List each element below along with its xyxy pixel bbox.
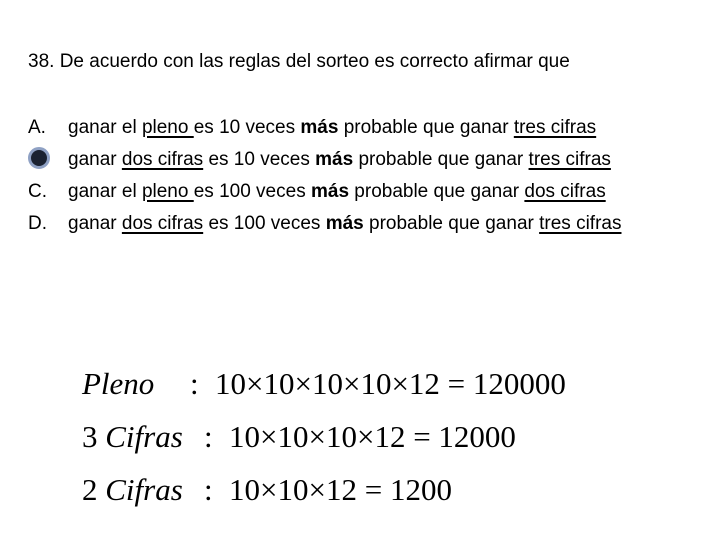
- option-text: ganar dos cifras es 10 veces más probable que ganar tres cifras: [68, 149, 611, 170]
- formula-colon: :: [204, 472, 213, 507]
- option-text: ganar dos cifras es 100 veces más probable que ganar tres cifras: [68, 213, 622, 234]
- selected-answer-marker-icon: [28, 147, 50, 169]
- option-letter: D.: [28, 213, 47, 234]
- formula-label: 2 Cifras: [82, 472, 183, 507]
- option-text: ganar el pleno es 100 veces más probable que ganar dos cifras: [68, 181, 606, 202]
- formula-label: Pleno: [82, 366, 155, 401]
- formula-label: 3 Cifras: [82, 419, 183, 454]
- option-letter: C.: [28, 181, 47, 202]
- formula-expression: 10×10×12 = 1200: [229, 472, 452, 507]
- formula-expression: 10×10×10×12 = 12000: [229, 419, 516, 454]
- formula-colon: :: [190, 366, 199, 401]
- formula-expression: 10×10×10×10×12 = 120000: [215, 366, 566, 401]
- question-text: 38. De acuerdo con las reglas del sorteo es correcto afirmar que: [28, 51, 570, 72]
- option-letter: A.: [28, 117, 46, 138]
- formula-colon: :: [204, 419, 213, 454]
- option-text: ganar el pleno es 10 veces más probable que ganar tres cifras: [68, 117, 597, 138]
